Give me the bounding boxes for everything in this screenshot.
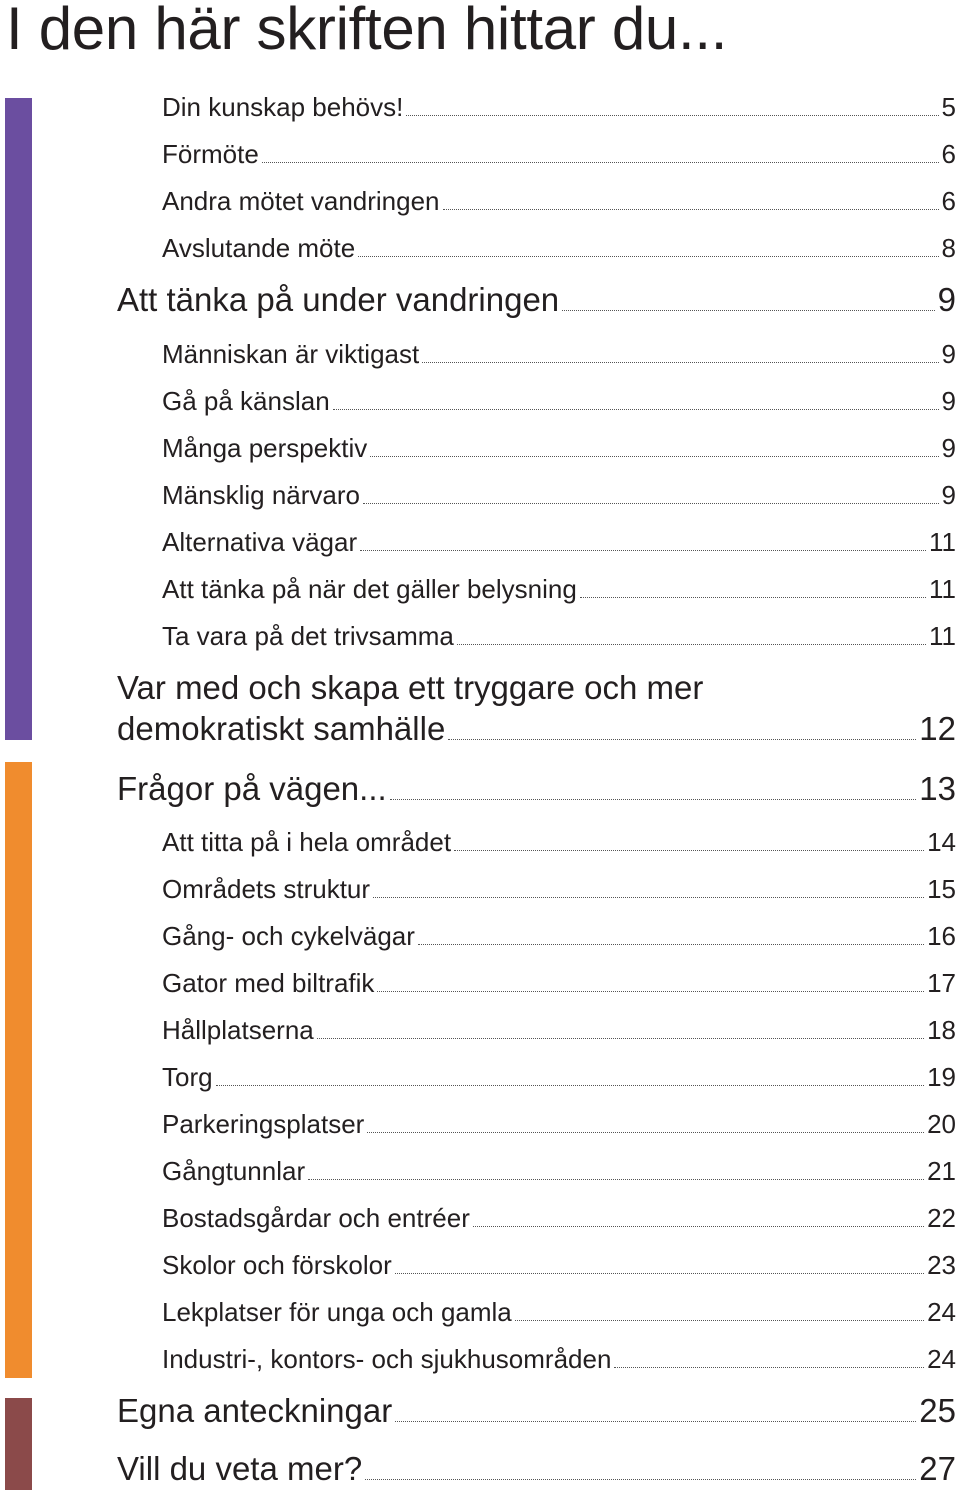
toc-entry-label: Människan är viktigast [162,339,420,369]
dot-leader [443,208,939,210]
toc-entry-label: Andra mötet vandringen [162,186,440,216]
toc-entry-label: Torg [162,1062,213,1092]
dot-leader [363,502,939,504]
toc-section-heading-line1[interactable]: Var med och skapa ett tryggare och mer [117,669,704,706]
toc-entry-label: Förmöte [162,139,259,169]
toc-entry-page: 9 [941,480,956,510]
toc-entry-page: 23 [927,1250,956,1280]
toc-entry-label: Att titta på i hela området [162,827,452,857]
toc-entry-page: 19 [927,1062,956,1092]
toc-entry-page: 13 [919,770,956,807]
toc-entry-page: 24 [927,1297,956,1327]
toc-entry[interactable] [162,574,956,605]
toc-entry[interactable] [162,921,956,952]
dot-leader [418,943,924,945]
toc-entry-label: demokratiskt samhälle [117,710,446,747]
toc-entry-label: Gå på känslan [162,386,330,416]
section-bar-orange [5,762,32,1378]
toc-entry-label: Hållplatserna [162,1015,314,1045]
toc-entry-page: 14 [927,827,956,857]
toc-entry-label: Många perspektiv [162,433,368,463]
toc-entry[interactable] [162,386,956,417]
dot-leader [422,361,938,363]
toc-entry[interactable] [162,621,956,652]
toc-section-heading[interactable] [117,1392,956,1430]
dot-leader [580,596,926,598]
dot-leader [457,643,926,645]
toc-entry[interactable] [162,1203,956,1234]
dot-leader [317,1037,924,1039]
dot-leader [360,549,926,551]
dot-leader [262,161,939,163]
toc-entry-label: Frågor på vägen... [117,770,387,807]
toc-entry-label: Att tänka på under vandringen [117,281,560,318]
toc-entry-label: Ta vara på det trivsamma [162,621,454,651]
toc-entry-label: Gator med biltrafik [162,968,375,998]
section-bar-purple [5,98,32,740]
toc-section-heading[interactable] [117,281,956,319]
dot-leader [395,1272,924,1274]
dot-leader [367,1131,924,1133]
toc-entry[interactable] [162,968,956,999]
toc-entry-label: Din kunskap behövs! [162,92,404,122]
toc-entry-page: 6 [941,139,956,169]
page-title: I den här skriften hittar du... [6,0,728,62]
toc-entry[interactable] [162,827,956,858]
dot-leader [377,990,924,992]
toc-entry-label: Att tänka på när det gäller belysning [162,574,577,604]
toc-entry-page: 17 [927,968,956,998]
toc-entry[interactable] [162,1250,956,1281]
toc-entry-page: 27 [919,1450,956,1487]
toc-entry[interactable] [162,139,956,170]
toc-entry-page: 16 [927,921,956,951]
toc-entry-page: 24 [927,1344,956,1374]
toc-entry-label: Industri-, kontors- och sjukhusområden [162,1344,612,1374]
dot-leader [390,798,917,800]
toc-entry[interactable] [162,1344,956,1375]
toc-entry-label: Gång- och cykelvägar [162,921,415,951]
toc-entry[interactable] [162,874,956,905]
toc-entry[interactable] [162,1297,956,1328]
toc-entry-label: Mänsklig närvaro [162,480,360,510]
toc-entry-label: Alternativa vägar [162,527,358,557]
toc-entry-page: 11 [929,621,956,651]
toc-entry-label: Skolor och förskolor [162,1250,392,1280]
dot-leader [448,738,916,740]
toc-entry[interactable] [162,233,956,264]
dot-leader [365,1478,916,1480]
toc-entry-label: Egna anteckningar [117,1392,393,1429]
section-bar-brown [5,1398,32,1490]
toc-entry-label: Gångtunnlar [162,1156,306,1186]
toc-entry[interactable] [162,480,956,511]
toc-entry-page: 25 [919,1392,956,1429]
toc-section-heading[interactable] [117,770,956,808]
dot-leader [614,1366,924,1368]
toc-entry[interactable] [162,1015,956,1046]
toc-entry-page: 11 [929,527,956,557]
toc-entry-page: 9 [941,339,956,369]
dot-leader [358,255,938,257]
dot-leader [370,455,938,457]
toc-entry-label: Bostadsgårdar och entréer [162,1203,470,1233]
toc-entry-page: 12 [919,710,956,747]
toc-entry-page: 6 [941,186,956,216]
toc-entry-label: Vill du veta mer? [117,1450,363,1487]
toc-entry-page: 9 [941,433,956,463]
toc-entry-page: 15 [927,874,956,904]
toc-entry-page: 22 [927,1203,956,1233]
toc-entry-page: 8 [941,233,956,263]
dot-leader [454,849,924,851]
toc-section-heading[interactable] [117,1450,956,1488]
toc-entry[interactable] [162,1062,956,1093]
toc-entry-page: 9 [937,281,956,318]
toc-entry-page: 9 [941,386,956,416]
toc-entry-label: Parkeringsplatser [162,1109,365,1139]
dot-leader [562,309,934,311]
toc-entry-page: 18 [927,1015,956,1045]
toc-entry[interactable] [162,1109,956,1140]
dot-leader [395,1420,916,1422]
dot-leader [216,1084,925,1086]
toc-entry-page: 21 [927,1156,956,1186]
dot-leader [333,408,939,410]
toc-entry-label: Områdets struktur [162,874,371,904]
toc-section-heading[interactable] [117,710,956,748]
dot-leader [473,1225,924,1227]
toc-entry-label: Avslutande möte [162,233,356,263]
toc-entry-label: Lekplatser för unga och gamla [162,1297,512,1327]
dot-leader [406,114,938,116]
toc-entry[interactable] [162,186,956,217]
dot-leader [308,1178,924,1180]
toc-entry-page: 11 [929,574,956,604]
dot-leader [373,896,924,898]
toc-entry[interactable] [162,1156,956,1187]
toc-entry[interactable] [162,433,956,464]
toc-entry[interactable] [162,92,956,123]
toc-entry[interactable] [162,339,956,370]
dot-leader [515,1319,924,1321]
toc-entry-page: 20 [927,1109,956,1139]
toc-entry-page: 5 [941,92,956,122]
toc-entry[interactable] [162,527,956,558]
